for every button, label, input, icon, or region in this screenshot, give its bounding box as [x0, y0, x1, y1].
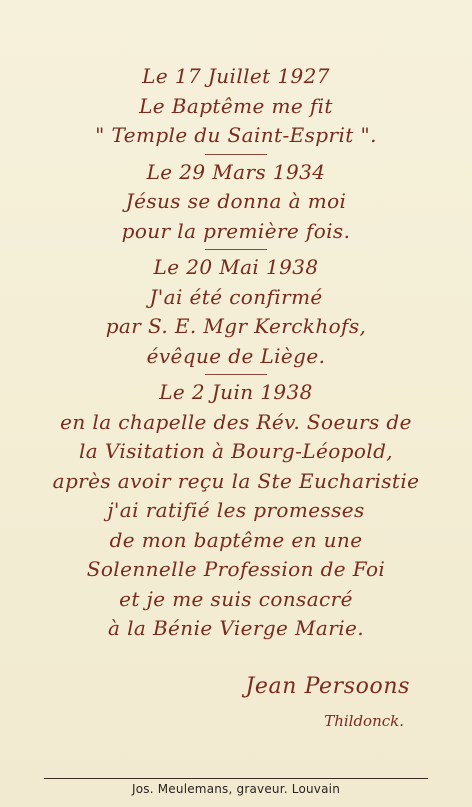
section-baptism — [20, 62, 452, 151]
text-line: j'ai ratifié les promesses — [107, 498, 365, 522]
text-line: pour la première fois. — [121, 218, 351, 243]
separator-rule — [205, 374, 267, 375]
text-line: à la Bénie Vierge Marie. — [108, 616, 364, 640]
text-line: de mon baptême en une — [109, 527, 363, 552]
text-line: Le 17 Juillet 1927 — [142, 64, 330, 88]
text-line: et je me suis consacré — [119, 586, 353, 611]
text-line: J'ai été confirmé — [149, 284, 323, 309]
signature-block — [245, 672, 410, 732]
section-first-communion — [20, 158, 452, 247]
text-line: Le 20 Mai 1938 — [153, 255, 319, 279]
text-line: Le 2 Juin 1938 — [159, 380, 313, 404]
section-profession-of-faith — [20, 378, 452, 644]
text-line: " Temple du Saint-Esprit ". — [95, 123, 377, 147]
separator-rule — [205, 249, 267, 250]
section-confirmation — [20, 253, 452, 371]
engraver-credit: Jos. Meulemans, graveur. Louvain — [131, 782, 341, 796]
text-line: par S. E. Mgr Kerckhofs, — [105, 314, 367, 338]
text-line: en la chapelle des Rév. Soeurs de — [60, 409, 412, 434]
text-line: Solennelle Profession de Foi — [86, 557, 386, 581]
text-line: Le 29 Mars 1934 — [146, 159, 326, 184]
text-line: la Visitation à Bourg-Léopold, — [78, 439, 394, 463]
text-line: Jésus se donna à moi — [125, 189, 347, 213]
card-text — [20, 62, 452, 644]
footer-divider — [44, 778, 428, 779]
signature-name: Jean Persoons — [245, 674, 410, 699]
text-line: Le Baptême me fit — [139, 93, 333, 118]
separator-rule — [205, 154, 267, 155]
text-line: après avoir reçu la Ste Eucharistie — [52, 468, 420, 493]
signature-place: Thildonck. — [324, 712, 404, 730]
text-line: évêque de Liège. — [146, 343, 326, 368]
